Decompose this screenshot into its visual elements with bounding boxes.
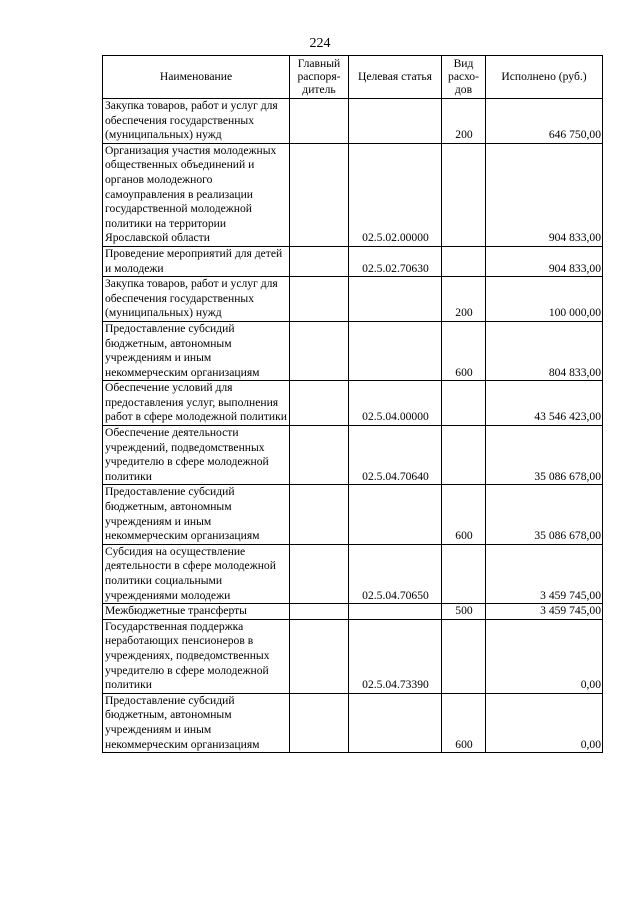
table-row bbox=[103, 426, 603, 485]
header-glavny: Главный распоря-дитель bbox=[290, 56, 349, 99]
cell-code bbox=[349, 99, 442, 144]
cell-vid: 200 bbox=[442, 99, 486, 144]
cell-amount: 0,00 bbox=[486, 619, 603, 693]
cell-amount: 3 459 745,00 bbox=[486, 544, 603, 603]
cell-code bbox=[349, 277, 442, 322]
cell-vid: 600 bbox=[442, 693, 486, 752]
cell-vid bbox=[442, 246, 486, 276]
cell-amount: 3 459 745,00 bbox=[486, 604, 603, 620]
table-row bbox=[103, 619, 603, 693]
header-celevaya: Целевая статья bbox=[349, 56, 442, 99]
cell-gr bbox=[290, 604, 349, 620]
cell-code bbox=[349, 693, 442, 752]
cell-vid bbox=[442, 426, 486, 485]
cell-amount: 100 000,00 bbox=[486, 277, 603, 322]
cell-name: Государственная поддержка неработающих пенсионеров в учреждениях, подведомственных учредителю в сфере молодежной политики bbox=[103, 619, 290, 693]
cell-vid: 500 bbox=[442, 604, 486, 620]
cell-name: Предоставление субсидий бюджетным, автономным учреждениям и иным некоммерческим организациям bbox=[103, 485, 290, 544]
cell-name: Предоставление субсидий бюджетным, автономным учреждениям и иным некоммерческим организациям bbox=[103, 693, 290, 752]
header-vid: Вид расхо-дов bbox=[442, 56, 486, 99]
cell-code: 02.5.02.00000 bbox=[349, 143, 442, 246]
cell-gr bbox=[290, 277, 349, 322]
cell-gr bbox=[290, 485, 349, 544]
cell-code: 02.5.04.70650 bbox=[349, 544, 442, 603]
cell-code bbox=[349, 604, 442, 620]
cell-code: 02.5.02.70630 bbox=[349, 246, 442, 276]
header-name: Наименование bbox=[103, 56, 290, 99]
table-header-row bbox=[103, 56, 603, 99]
cell-name: Межбюджетные трансферты bbox=[103, 604, 290, 620]
cell-vid: 200 bbox=[442, 277, 486, 322]
cell-gr bbox=[290, 246, 349, 276]
cell-code bbox=[349, 485, 442, 544]
cell-vid: 600 bbox=[442, 321, 486, 380]
table-row bbox=[103, 604, 603, 620]
table-row bbox=[103, 99, 603, 144]
cell-name: Предоставление субсидий бюджетным, автономным учреждениям и иным некоммерческим организациям bbox=[103, 321, 290, 380]
cell-name: Закупка товаров, работ и услуг для обеспечения государственных (муниципальных) нужд bbox=[103, 99, 290, 144]
cell-amount: 646 750,00 bbox=[486, 99, 603, 144]
cell-vid bbox=[442, 143, 486, 246]
cell-code bbox=[349, 321, 442, 380]
table-row bbox=[103, 693, 603, 752]
table-row bbox=[103, 143, 603, 246]
cell-code: 02.5.04.70640 bbox=[349, 426, 442, 485]
cell-amount: 43 546 423,00 bbox=[486, 381, 603, 426]
cell-name: Закупка товаров, работ и услуг для обеспечения государственных (муниципальных) нужд bbox=[103, 277, 290, 322]
header-ispolneno: Исполнено (руб.) bbox=[486, 56, 603, 99]
cell-gr bbox=[290, 619, 349, 693]
cell-amount: 0,00 bbox=[486, 693, 603, 752]
cell-gr bbox=[290, 544, 349, 603]
cell-vid: 600 bbox=[442, 485, 486, 544]
table-row bbox=[103, 246, 603, 276]
cell-name: Организация участия молодежных общественных объединений и органов молодежного самоуправления в реализации государственной молодежной политики на территории Ярославской области bbox=[103, 143, 290, 246]
cell-vid bbox=[442, 381, 486, 426]
budget-table bbox=[102, 55, 603, 753]
page-number: 224 bbox=[309, 36, 331, 51]
cell-name: Обеспечение условий для предоставления услуг, выполнения работ в сфере молодежной политики bbox=[103, 381, 290, 426]
cell-code: 02.5.04.73390 bbox=[349, 619, 442, 693]
cell-amount: 904 833,00 bbox=[486, 246, 603, 276]
table-row bbox=[103, 321, 603, 380]
cell-gr bbox=[290, 321, 349, 380]
cell-gr bbox=[290, 99, 349, 144]
cell-amount: 35 086 678,00 bbox=[486, 426, 603, 485]
table-row bbox=[103, 485, 603, 544]
cell-amount: 804 833,00 bbox=[486, 321, 603, 380]
table-body bbox=[103, 99, 603, 753]
cell-gr bbox=[290, 426, 349, 485]
cell-code: 02.5.04.00000 bbox=[349, 381, 442, 426]
cell-name: Субсидия на осуществление деятельности в сфере молодежной политики социальными учреждениями молодежи bbox=[103, 544, 290, 603]
cell-vid bbox=[442, 544, 486, 603]
cell-amount: 904 833,00 bbox=[486, 143, 603, 246]
cell-vid bbox=[442, 619, 486, 693]
cell-name: Обеспечение деятельности учреждений, подведомственных учредителю в сфере молодежной политики bbox=[103, 426, 290, 485]
cell-gr bbox=[290, 693, 349, 752]
cell-gr bbox=[290, 143, 349, 246]
cell-gr bbox=[290, 381, 349, 426]
table-row bbox=[103, 381, 603, 426]
table-row bbox=[103, 544, 603, 603]
cell-amount: 35 086 678,00 bbox=[486, 485, 603, 544]
table-row bbox=[103, 277, 603, 322]
cell-name: Проведение мероприятий для детей и молодежи bbox=[103, 246, 290, 276]
